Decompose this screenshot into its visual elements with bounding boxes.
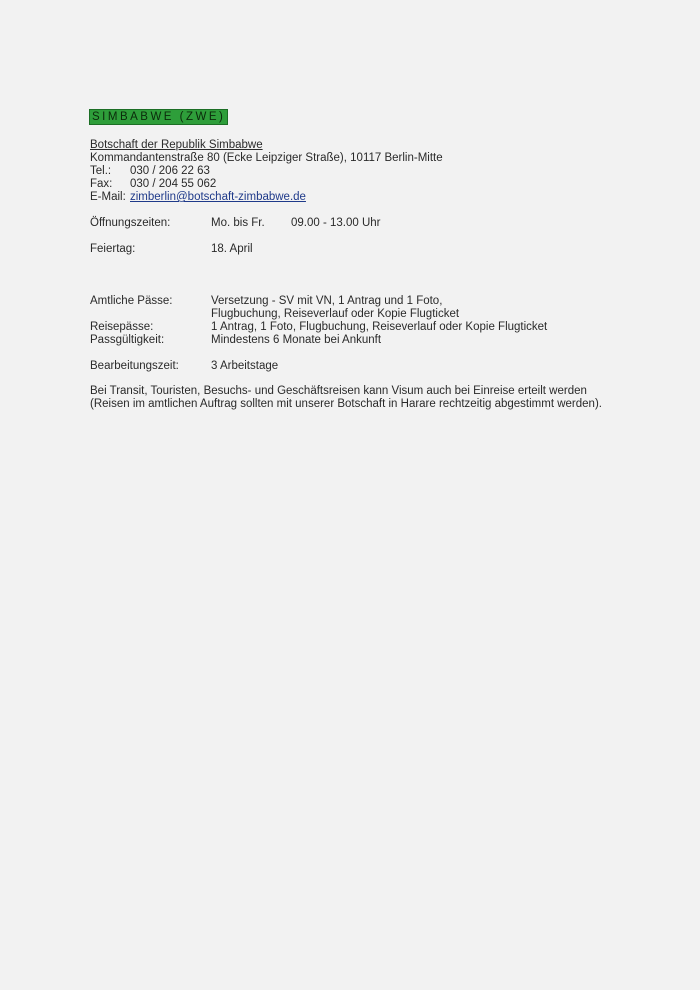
holiday-label: Feiertag: <box>90 243 136 255</box>
hours-label: Öffnungszeiten: <box>90 217 171 229</box>
note-line1: Bei Transit, Touristen, Besuchs- und Geschäftsreisen kann Visum auch bei Einreise erteilt werden <box>90 385 587 397</box>
hours-time: 09.00 - 13.00 Uhr <box>291 217 381 229</box>
embassy-address: Kommandantenstraße 80 (Ecke Leipziger Straße), 10117 Berlin-Mitte <box>90 152 443 164</box>
embassy-name: Botschaft der Republik Simbabwe <box>90 139 263 151</box>
travel-passports-value: 1 Antrag, 1 Foto, Flugbuchung, Reiseverlauf oder Kopie Flugticket <box>211 321 548 333</box>
hours-days: Mo. bis Fr. <box>211 217 265 229</box>
validity-label: Passgültigkeit: <box>90 334 165 346</box>
email-label: E-Mail: <box>90 191 126 203</box>
official-passports-label: Amtliche Pässe: <box>90 295 173 307</box>
official-passports-line1: Versetzung - SV mit VN, 1 Antrag und 1 Foto, <box>211 295 443 307</box>
tel-value: 030 / 206 22 63 <box>130 165 210 177</box>
official-passports-line2: Flugbuchung, Reiseverlauf oder Kopie Flugticket <box>211 308 460 320</box>
holiday-value: 18. April <box>211 243 253 255</box>
fax-label: Fax: <box>90 178 113 190</box>
country-heading: SIMBABWE (ZWE) <box>89 109 228 125</box>
email-link[interactable]: zimberlin@botschaft-zimbabwe.de <box>130 191 306 203</box>
processing-label: Bearbeitungszeit: <box>90 360 179 372</box>
fax-value: 030 / 204 55 062 <box>130 178 217 190</box>
validity-value: Mindestens 6 Monate bei Ankunft <box>211 334 382 346</box>
processing-value: 3 Arbeitstage <box>211 360 279 372</box>
travel-passports-label: Reisepässe: <box>90 321 154 333</box>
tel-label: Tel.: <box>90 165 112 177</box>
note-line2: (Reisen im amtlichen Auftrag sollten mit unserer Botschaft in Harare rechtzeitig abgestimmt werden). <box>90 398 602 410</box>
